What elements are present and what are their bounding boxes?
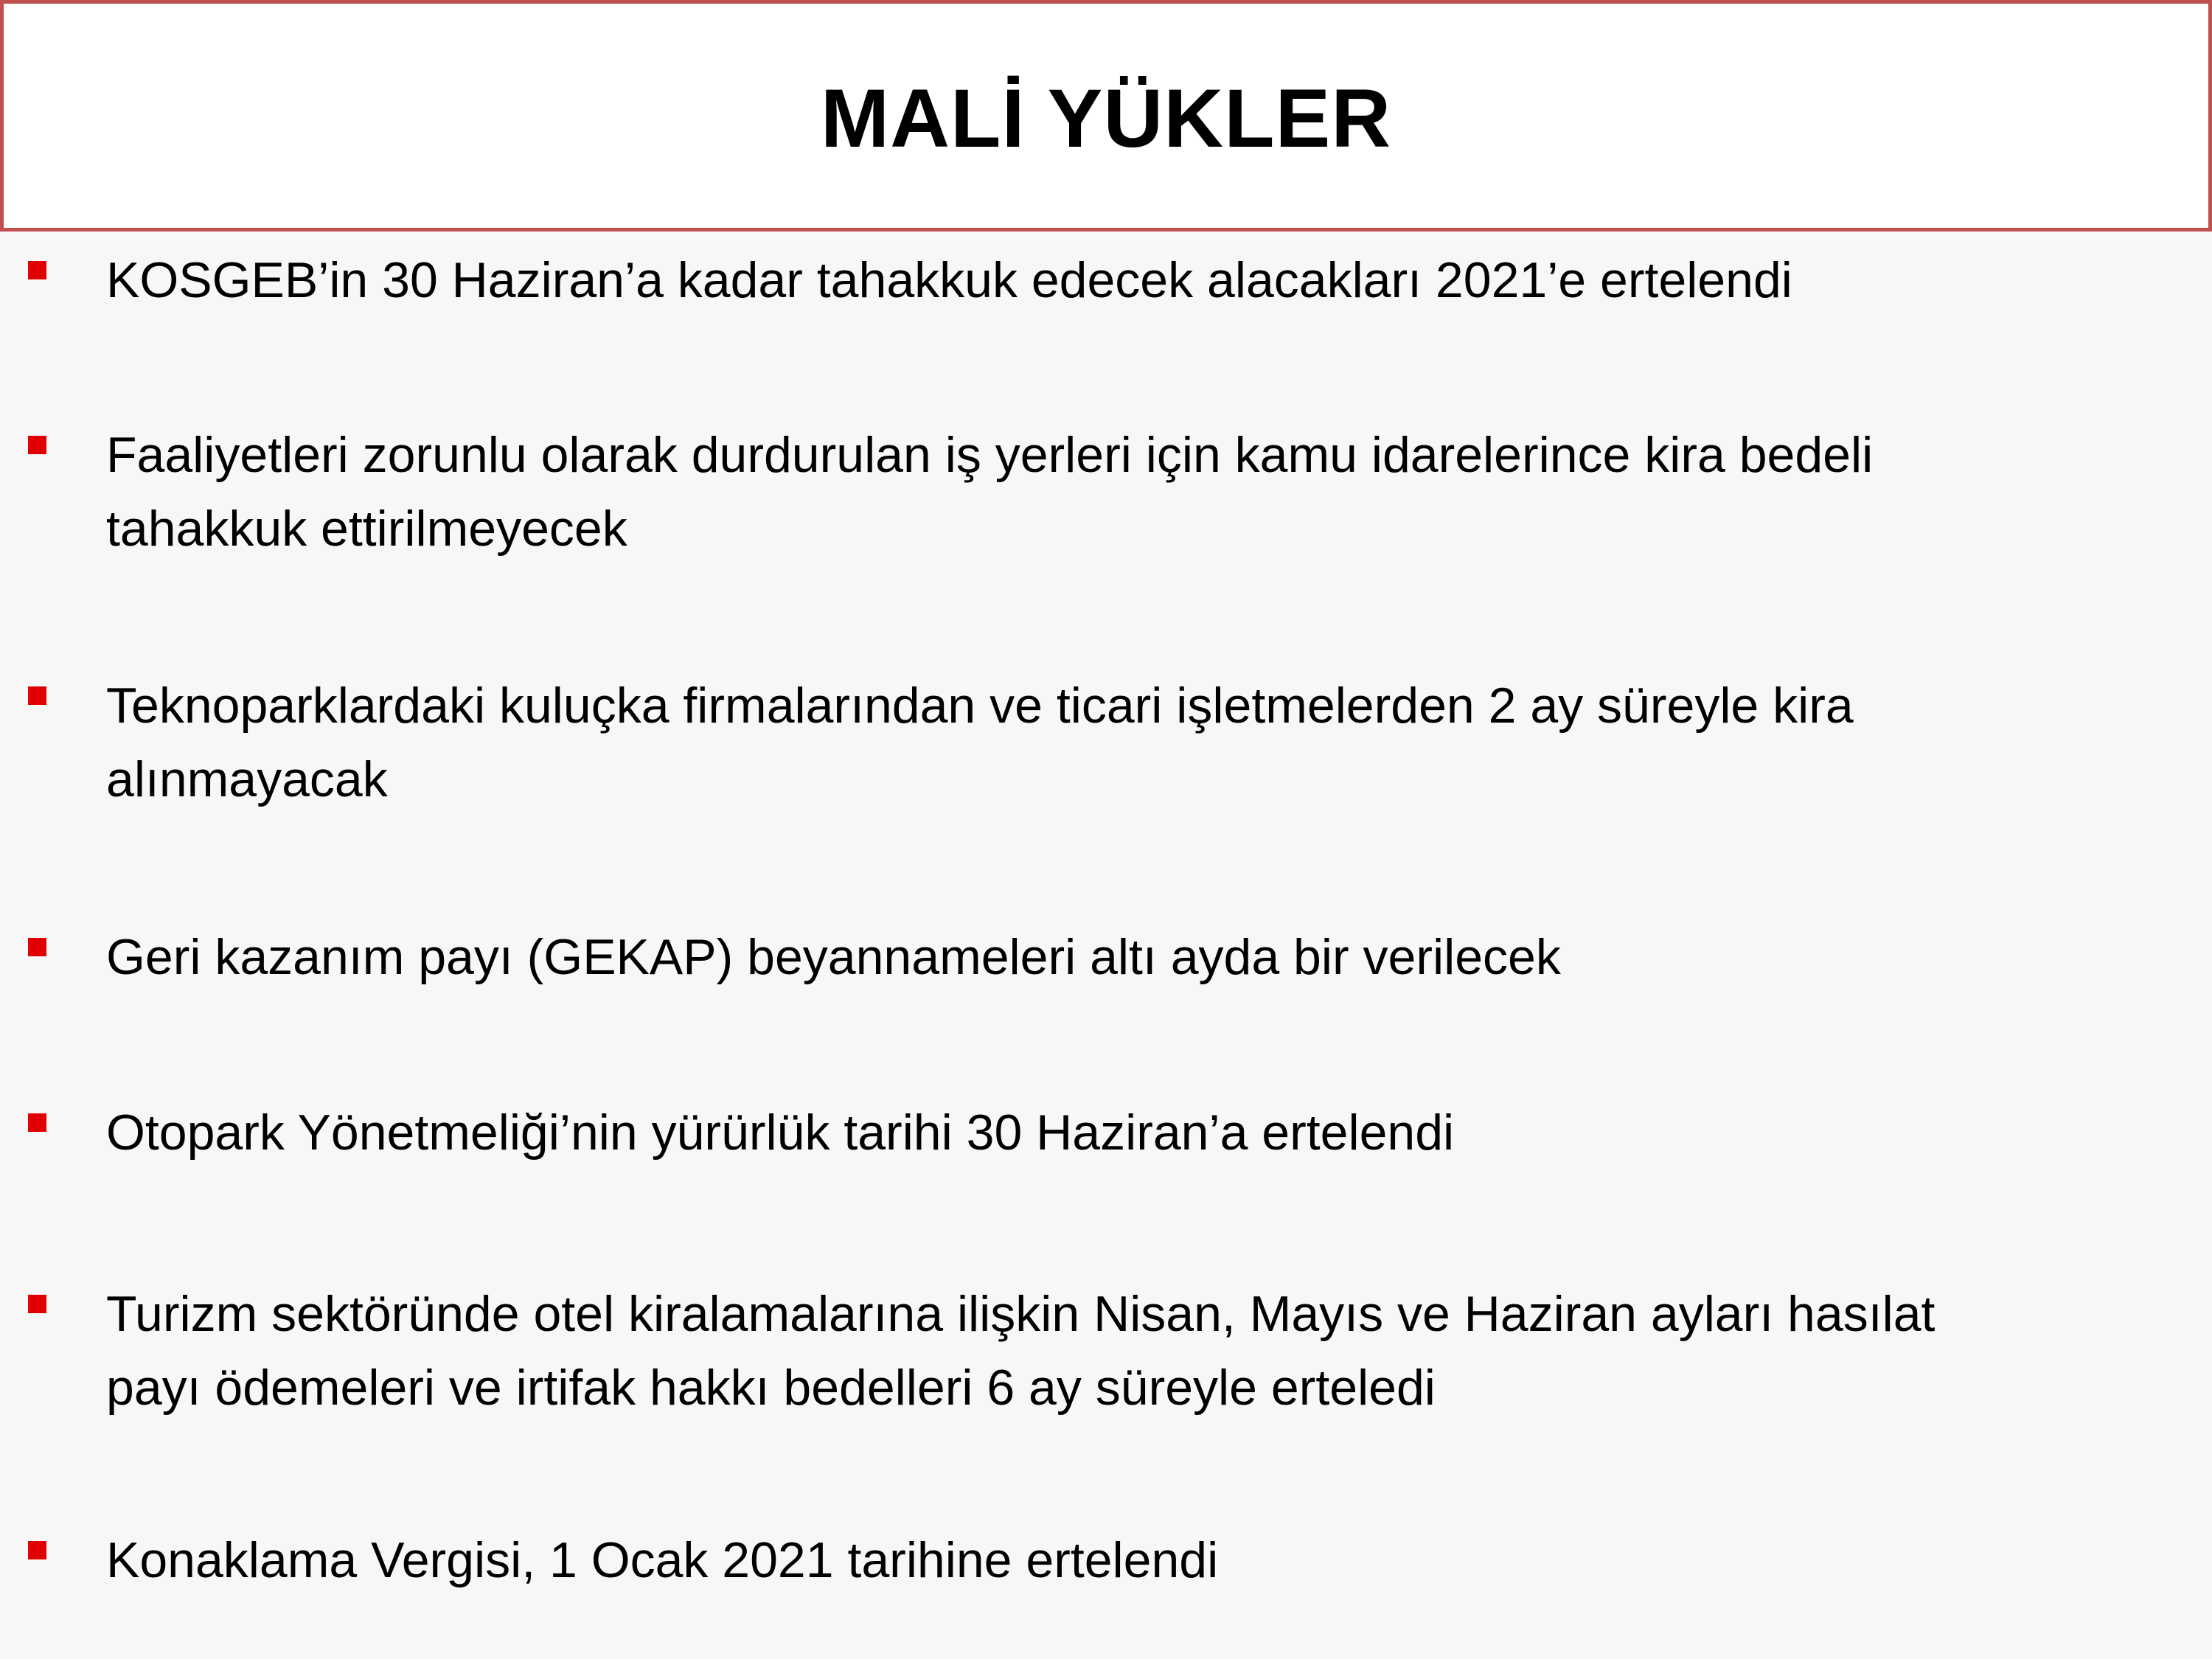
square-bullet-icon: [28, 1295, 46, 1313]
bullet-text: Faaliyetleri zorunlu olarak durdurulan iş yerleri için kamu idarelerince kira bedeli tahakkuk ettirilmeyecek: [106, 427, 1874, 557]
bullet-text: Konaklama Vergisi, 1 Ocak 2021 tarihine ertelendi: [106, 1532, 1219, 1588]
bullet-text: Teknoparklardaki kuluçka firmalarından ve ticari işletmelerden 2 ay süreyle kira alınmayacak: [106, 678, 1854, 807]
square-bullet-icon: [28, 686, 46, 705]
square-bullet-icon: [28, 261, 46, 279]
bullet-text: Turizm sektöründe otel kiralamalarına ilişkin Nisan, Mayıs ve Haziran ayları hasılat payı ödemeleri ve irtifak hakkı bedelleri 6 ay süreyle erteledi: [106, 1286, 1935, 1416]
square-bullet-icon: [28, 938, 46, 956]
square-bullet-icon: [28, 1541, 46, 1559]
square-bullet-icon: [28, 436, 46, 454]
bullet-text: KOSGEB’in 30 Haziran’a kadar tahakkuk edecek alacakları 2021’e ertelendi: [106, 252, 1792, 308]
bullet-text: Geri kazanım payı (GEKAP) beyannameleri altı ayda bir verilecek: [106, 929, 1561, 985]
bullet-text: Otopark Yönetmeliği’nin yürürlük tarihi 30 Haziran’a ertelendi: [106, 1105, 1455, 1161]
slide-title: MALİ YÜKLER: [820, 72, 1392, 164]
square-bullet-icon: [28, 1113, 46, 1132]
